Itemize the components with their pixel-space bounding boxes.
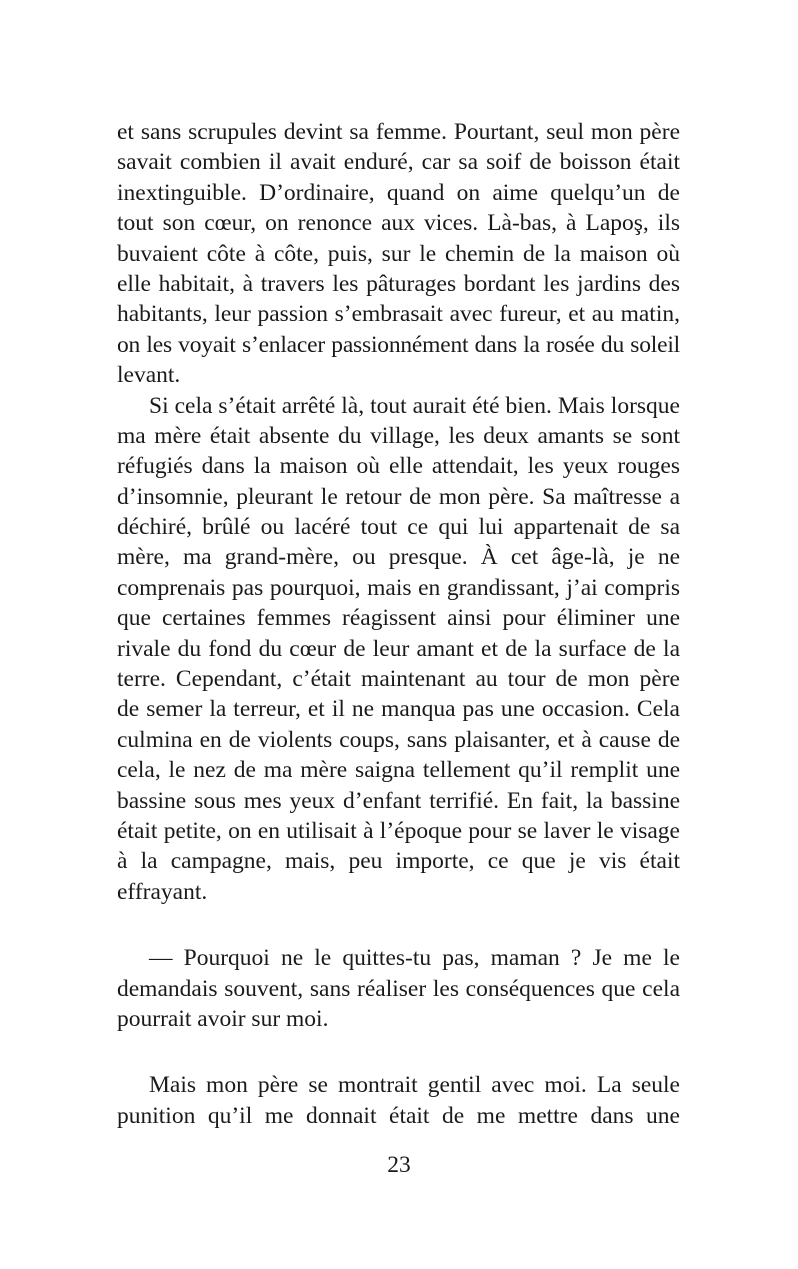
text-line: terre. Cependant, c’était maintenant au tour de mon père (117, 666, 680, 693)
text-line: rivale du fond du cœur de leur amant et de la surface de la (117, 635, 680, 662)
text-line: comprenais pas pourquoi, mais en grandissant, j’ai compris (117, 574, 680, 601)
text-line: tout son cœur, on renonce aux vices. Là-bas, à Lapoş, ils (117, 210, 680, 237)
text-line: de semer la terreur, et il ne manqua pas une occasion. Cela (117, 696, 680, 723)
page-number: 23 (387, 1152, 411, 1178)
text-line: demandais souvent, sans réaliser les conséquences que cela (117, 975, 680, 1002)
paragraph-4 (117, 1070, 680, 1131)
paragraph-spacer (117, 907, 680, 943)
text-line: elle habitait, à travers les pâturages bordant les jardins des (117, 270, 680, 297)
text-line: on les voyait s’enlacer passionnément dans la rosée du soleil (117, 331, 680, 358)
text-line: — Pourquoi ne le quittes-tu pas, maman ? Je me le (149, 945, 680, 972)
text-line: effrayant. (117, 878, 208, 905)
text-line: réfugiés dans la maison où elle attendait, les yeux rouges (117, 453, 680, 480)
text-line: Mais mon père se montrait gentil avec moi. La seule (149, 1072, 680, 1099)
text-line: savait combien il avait enduré, car sa soif de boisson était (117, 149, 680, 176)
paragraph-1 (117, 117, 680, 391)
text-line: habitants, leur passion s’embrasait avec fureur, et au matin, (117, 301, 680, 328)
text-line: que certaines femmes réagissent ainsi pour éliminer une (117, 605, 680, 632)
paragraph-2 (117, 391, 680, 908)
text-line: cela, le nez de ma mère saigna tellement qu’il remplit une (117, 757, 680, 784)
text-line: mère, ma grand-mère, ou presque. À cet âge-là, je ne (117, 544, 680, 571)
text-line: ma mère était absente du village, les deux amants se sont (117, 422, 680, 449)
text-line: punition qu’il me donnait était de me mettre dans une (117, 1102, 680, 1129)
text-line: d’insomnie, pleurant le retour de mon père. Sa maîtresse a (117, 483, 680, 510)
text-line: Si cela s’était arrêté là, tout aurait été bien. Mais lorsque (149, 392, 680, 419)
text-line: déchiré, brûlé ou lacéré tout ce qui lui appartenait de sa (117, 514, 680, 541)
text-line: à la campagne, mais, peu importe, ce que je vis était (117, 848, 680, 875)
paragraph-3-dialogue (117, 943, 680, 1034)
text-line: inextinguible. D’ordinaire, quand on aime quelqu’un de (117, 179, 680, 206)
text-line: culmina en de violents coups, sans plaisanter, et à cause de (117, 726, 680, 753)
text-line: bassine sous mes yeux d’enfant terrifié. En fait, la bassine (117, 787, 680, 814)
body-text (117, 117, 680, 1131)
paragraph-spacer (117, 1034, 680, 1070)
text-line: et sans scrupules devint sa femme. Pourtant, seul mon père (117, 119, 680, 145)
text-line: était petite, on en utilisait à l’époque pour se laver le visage (117, 817, 680, 844)
text-line: levant. (117, 362, 181, 389)
text-line: pourrait avoir sur moi. (117, 1005, 329, 1032)
text-line: buvaient côte à côte, puis, sur le chemin de la maison où (117, 240, 680, 267)
